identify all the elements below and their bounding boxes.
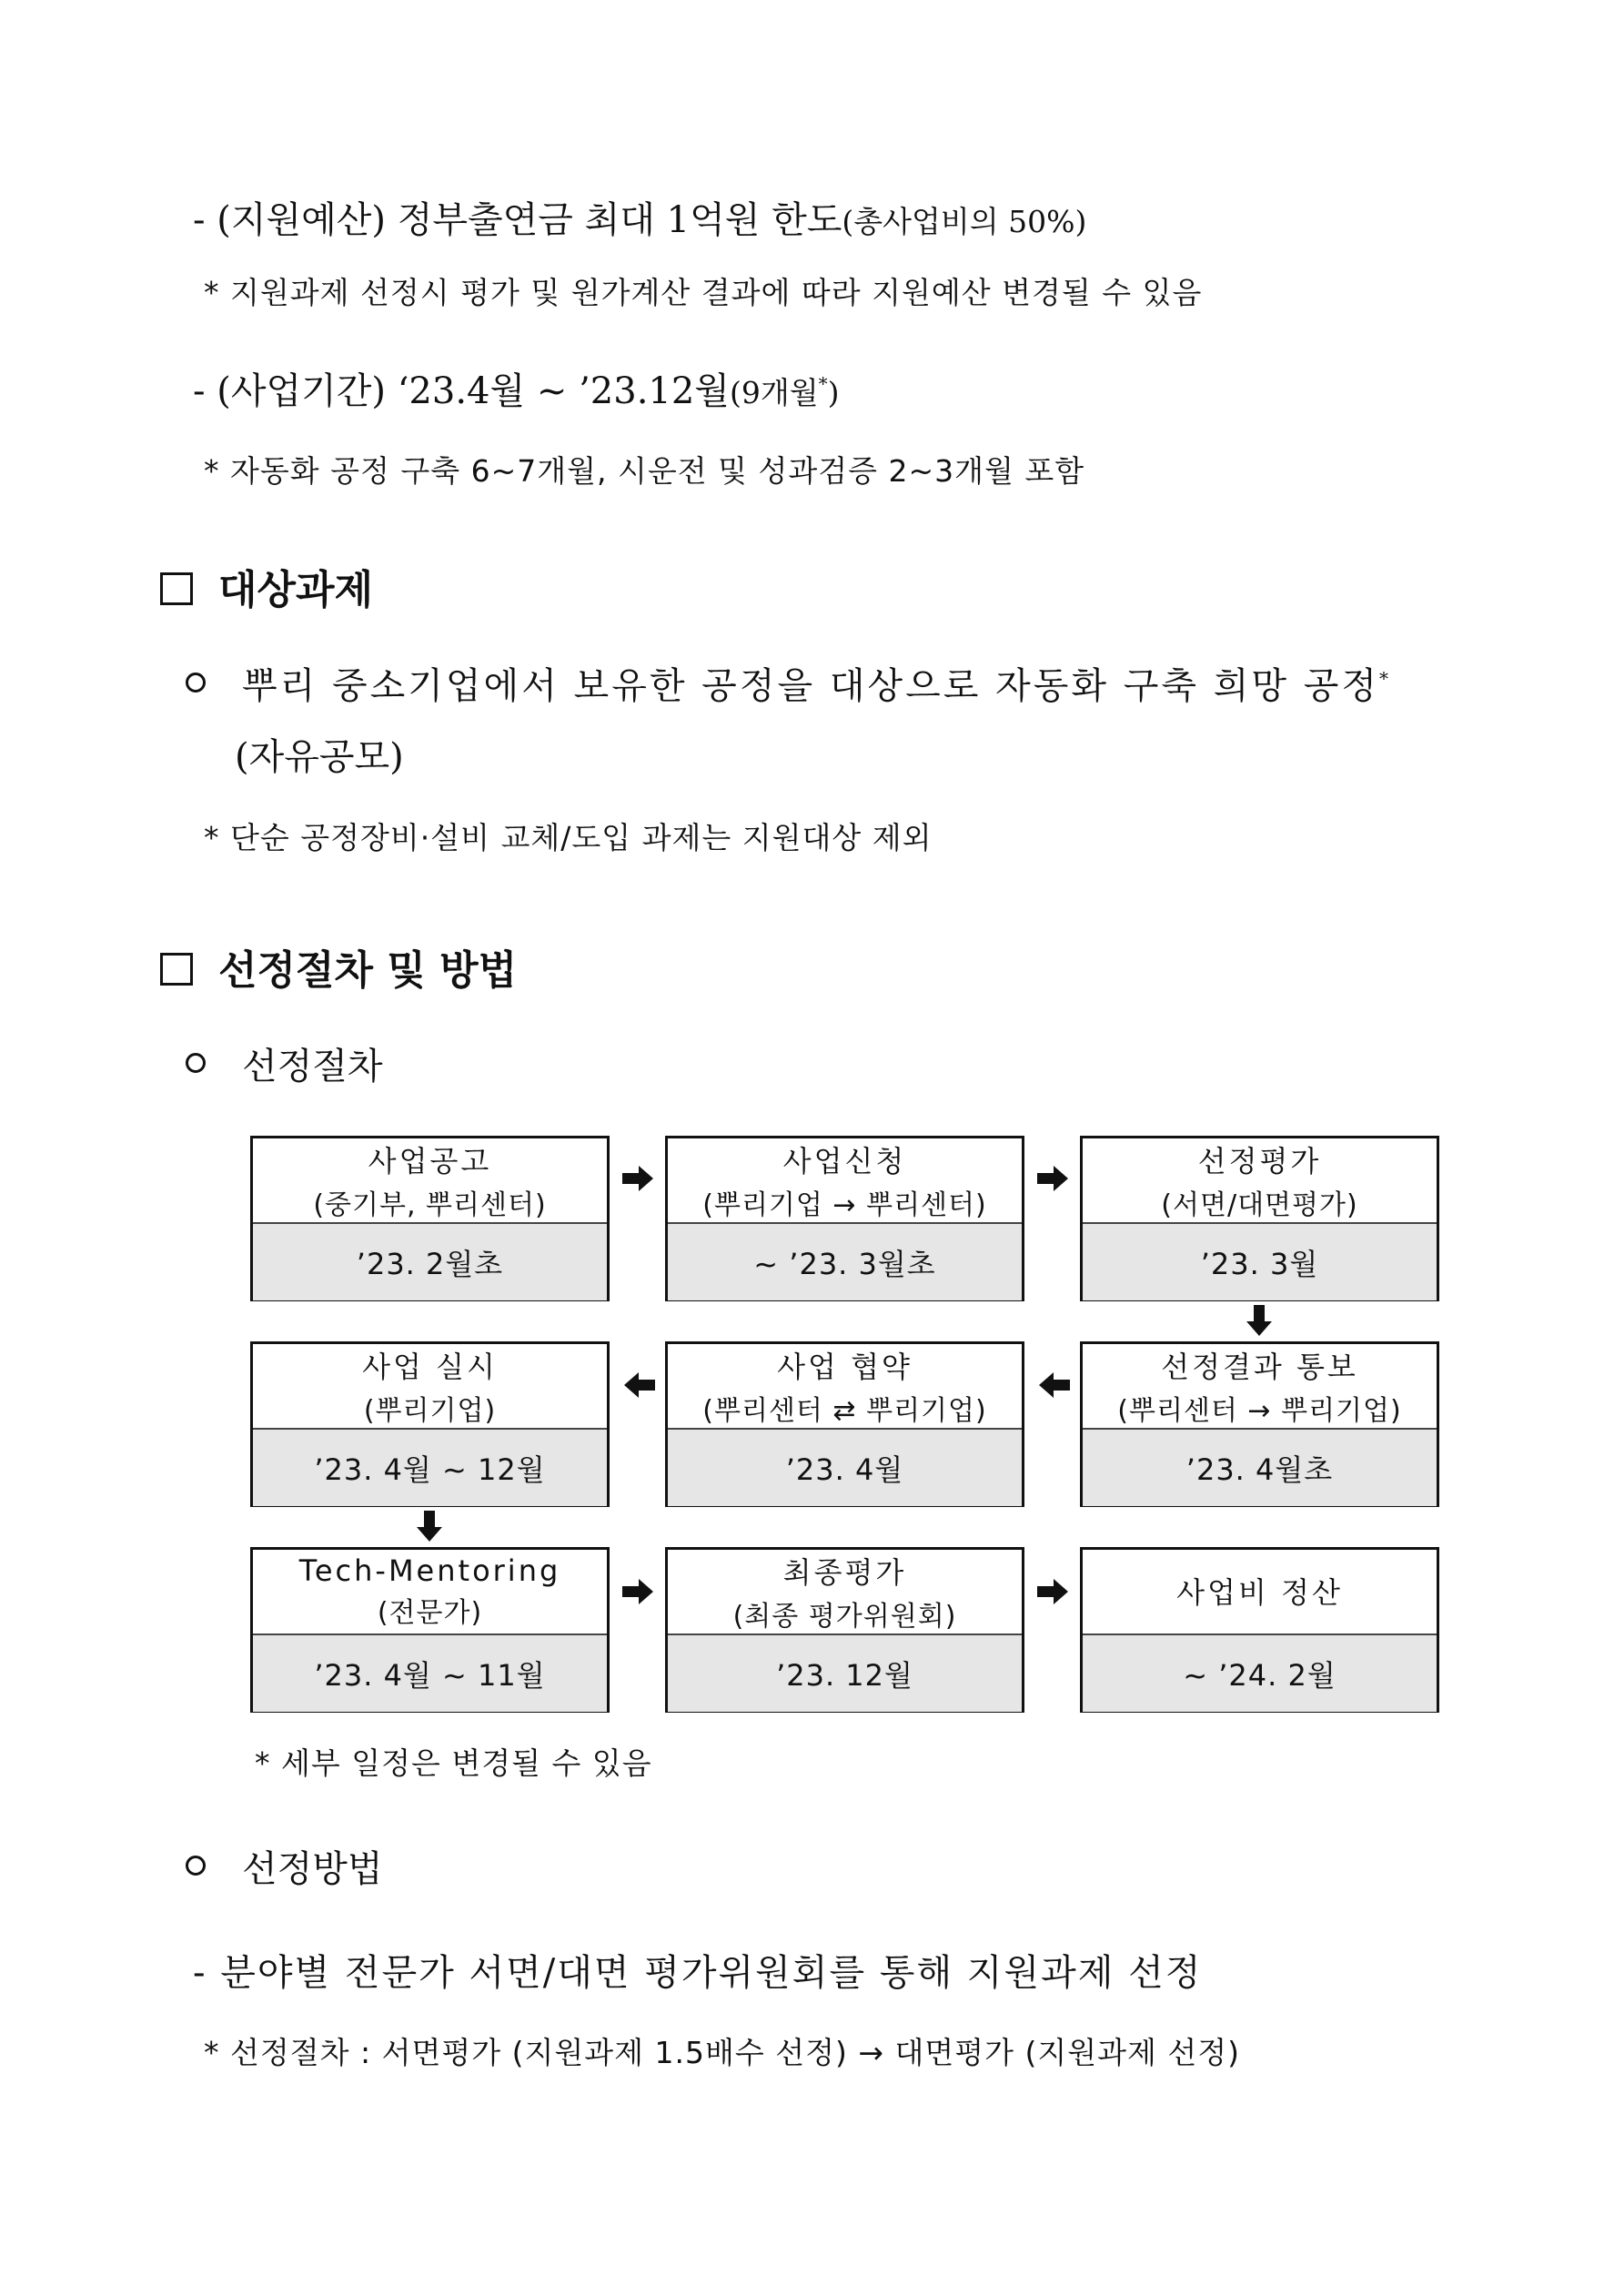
flow-step-date: ’23. 4월초 bbox=[1083, 1430, 1437, 1506]
target-note: * 단순 공정장비·설비 교체/도입 과제는 지원대상 제외 bbox=[204, 820, 933, 855]
flow-step-title: 선정결과 통보 bbox=[1161, 1350, 1358, 1384]
method-heading bbox=[186, 1840, 383, 1892]
budget-paren: (총사업비의 50%) bbox=[842, 204, 1087, 239]
flow-step-sub: (뿌리센터 → 뿌리기업) bbox=[1117, 1395, 1402, 1427]
method-heading-text: 선정방법 bbox=[242, 1848, 383, 1890]
period-paren-close: ) bbox=[827, 375, 840, 410]
flow-step-final-evaluation bbox=[665, 1547, 1024, 1713]
method-note: * 선정절차 : 서면평가 (지원과제 1.5배수 선정) → 대면평가 (지원과제 선정) bbox=[204, 2035, 1240, 2070]
flow-step-execution bbox=[250, 1341, 610, 1507]
arrow-left-icon bbox=[622, 1372, 655, 1398]
circle-bullet-icon bbox=[186, 1856, 206, 1876]
selection-section-title: 선정절차 및 방법 bbox=[218, 947, 518, 994]
flow-step-mentoring bbox=[250, 1547, 610, 1713]
flow-step-date: ~ ’24. 2월 bbox=[1083, 1635, 1437, 1712]
period-label: - (사업기간) ‘23.4월 ~ ’23.12월 bbox=[193, 370, 730, 412]
flow-step-title: 선정평가 bbox=[1197, 1144, 1322, 1178]
flow-step-sub: (중기부, 뿌리센터) bbox=[313, 1189, 547, 1221]
square-bullet-icon bbox=[160, 953, 193, 986]
flow-step-sub: (최종 평가위원회) bbox=[732, 1601, 957, 1633]
procedure-heading bbox=[186, 1037, 383, 1089]
arrow-right-icon bbox=[622, 1579, 655, 1604]
flow-step-title: 사업 협약 bbox=[777, 1350, 913, 1384]
flow-step-sub: (서면/대면평가) bbox=[1161, 1189, 1358, 1221]
flow-step-date: ’23. 4월 bbox=[668, 1430, 1022, 1506]
flow-note: * 세부 일정은 변경될 수 있음 bbox=[255, 1745, 652, 1781]
flow-step-title: 최종평가 bbox=[782, 1555, 907, 1590]
flow-step-sub: (뿌리기업) bbox=[363, 1395, 497, 1427]
selection-section-heading bbox=[160, 937, 517, 996]
period-paren-open: (9개월 bbox=[729, 375, 819, 410]
budget-line bbox=[193, 191, 1086, 243]
budget-label: - (지원예산) 정부출연금 최대 1억원 한도 bbox=[193, 199, 842, 241]
arrow-right-icon bbox=[1037, 1166, 1070, 1191]
flow-step-date: ’23. 12월 bbox=[668, 1635, 1022, 1712]
flow-step-title: 사업 실시 bbox=[362, 1350, 498, 1384]
arrow-right-icon bbox=[1037, 1579, 1070, 1604]
period-line bbox=[193, 362, 839, 414]
arrow-down-icon bbox=[417, 1511, 442, 1543]
target-line2: (자유공모) bbox=[235, 736, 404, 778]
flow-step-date: ~ ’23. 3월초 bbox=[668, 1224, 1022, 1300]
flow-step-sub: (뿌리기업 → 뿌리센터) bbox=[702, 1189, 987, 1221]
flow-step-application bbox=[665, 1136, 1024, 1301]
budget-note: * 지원과제 선정시 평가 및 원가계산 결과에 따라 지원예산 변경될 수 있음 bbox=[204, 275, 1203, 310]
flow-step-title: 사업비 정산 bbox=[1176, 1575, 1343, 1610]
procedure-heading-text: 선정절차 bbox=[242, 1046, 383, 1087]
flow-step-date: ’23. 4월 ~ 12월 bbox=[253, 1430, 607, 1506]
flow-step-date: ’23. 3월 bbox=[1083, 1224, 1437, 1300]
arrow-left-icon bbox=[1037, 1372, 1070, 1398]
period-note: * 자동화 공정 구축 6~7개월, 시운전 및 성과검증 2~3개월 포함 bbox=[204, 453, 1085, 489]
target-line1 bbox=[186, 657, 1388, 709]
flow-step-announcement bbox=[250, 1136, 610, 1301]
flow-step-title: 사업공고 bbox=[368, 1144, 492, 1178]
target-line1-text: 뿌리 중소기업에서 보유한 공정을 대상으로 자동화 구축 희망 공정 bbox=[242, 665, 1379, 707]
arrow-down-icon bbox=[1246, 1305, 1272, 1338]
circle-bullet-icon bbox=[186, 1053, 206, 1073]
period-sup: * bbox=[818, 372, 828, 395]
circle-bullet-icon bbox=[186, 673, 206, 693]
target-section-title: 대상과제 bbox=[218, 567, 374, 613]
method-line: - 분야별 전문가 서면/대면 평가위원회를 통해 지원과제 선정 bbox=[193, 1952, 1203, 1994]
flow-step-agreement bbox=[665, 1341, 1024, 1507]
target-section-heading bbox=[160, 557, 373, 615]
flow-step-title: Tech-Mentoring bbox=[298, 1553, 561, 1588]
flow-step-settlement bbox=[1080, 1547, 1439, 1713]
arrow-right-icon bbox=[622, 1166, 655, 1191]
flow-step-date: ’23. 2월초 bbox=[253, 1224, 607, 1300]
flow-step-sub: (전문가) bbox=[377, 1597, 483, 1629]
flow-step-evaluation bbox=[1080, 1136, 1439, 1301]
flow-step-title: 사업신청 bbox=[782, 1144, 907, 1178]
flow-step-sub: (뿌리센터 ⇄ 뿌리기업) bbox=[702, 1395, 987, 1427]
flow-step-date: ’23. 4월 ~ 11월 bbox=[253, 1635, 607, 1712]
flow-step-notification bbox=[1080, 1341, 1439, 1507]
target-line1-sup: * bbox=[1379, 667, 1388, 690]
square-bullet-icon bbox=[160, 572, 193, 605]
